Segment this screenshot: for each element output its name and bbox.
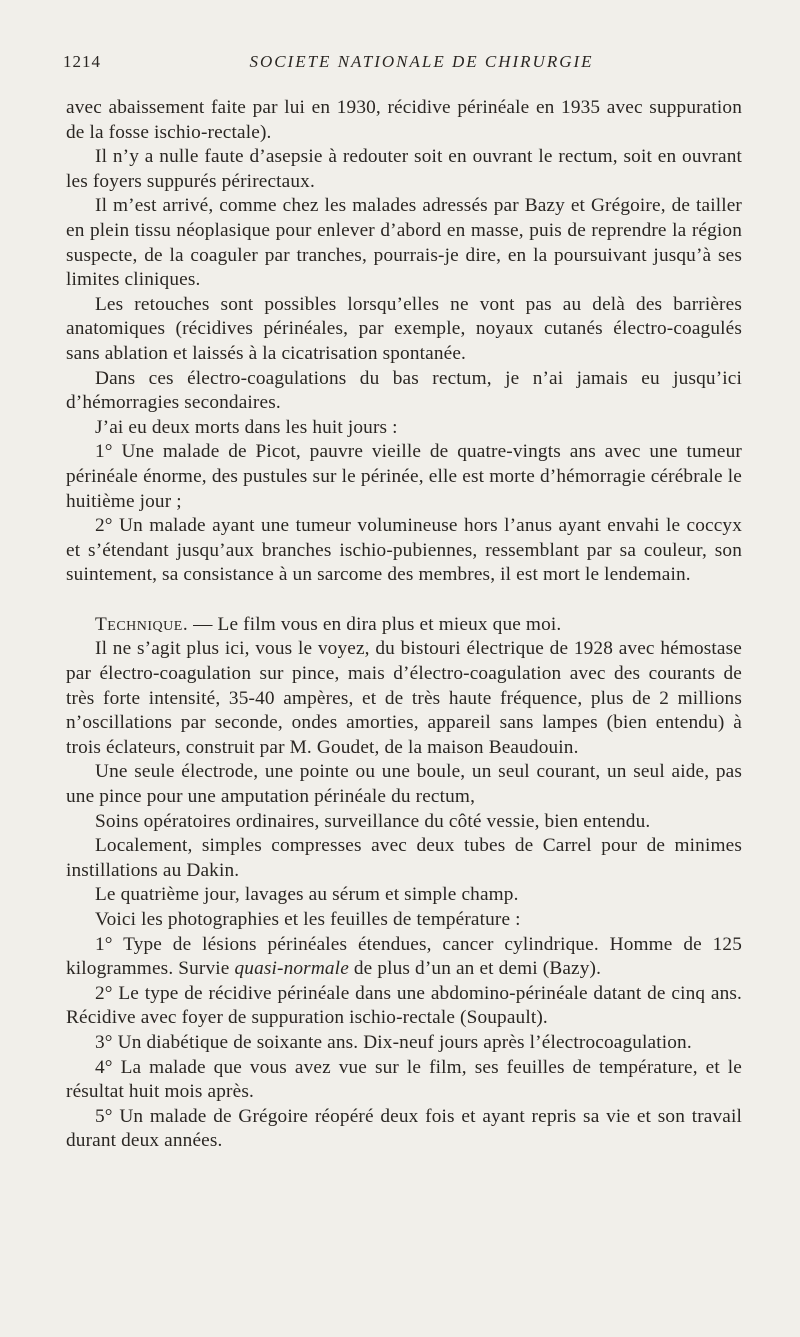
paragraph: Il ne s’agit plus ici, vous le voyez, du bistouri électrique de 1928 avec hémostase par électro-coagulation sur pince, mais d’électro-coagulation avec des courants de très forte intensité, 35-40 ampères, et de très haute fréquence, plus de 2 millions n’oscillations par seconde, ondes amorties, appareil sans lampes (bien entendu) à trois éclateurs, construit par M. Goudet, de la maison Beaudouin. — [66, 638, 742, 758]
paragraph: J’ai eu deux morts dans les huit jours : — [95, 416, 398, 438]
section-gap — [66, 588, 742, 613]
body-text — [66, 96, 742, 1154]
paragraph: Les retouches sont possibles lorsqu’elles ne vont pas au delà des barrières anatomiques (récidives périnéales, par exemple, noyaux cutanés électro-coagulés sans ablation et laissés à la cicatrisation spontanée. — [66, 293, 742, 364]
italic-emphasis: quasi-normale — [234, 958, 349, 980]
running-title: SOCIETE NATIONALE DE CHIRURGIE — [249, 52, 594, 71]
page-header — [63, 52, 740, 78]
list-item: 3° Un diabétique de soixante ans. Dix-neuf jours après l’électrocoagulation. — [95, 1031, 692, 1053]
page-number: 1214 — [63, 52, 101, 71]
list-item-text: 1° Type de lésions périnéales étendues, cancer cylindrique. Homme de 125 kilogrammes. Survie — [66, 933, 742, 980]
paragraph: Une seule électrode, une pointe ou une boule, un seul courant, un seul aide, pas une pince pour une amputation périnéale du rectum, — [66, 761, 742, 808]
list-item-text: de plus d’un an et demi (Bazy). — [348, 958, 602, 980]
list-item: 2° Le type de récidive périnéale dans une abdomino-périnéale datant de cinq ans. Récidive avec foyer de suppuration ischio-rectale (Soupault). — [66, 982, 742, 1029]
paragraph: Le quatrième jour, lavages au sérum et simple champ. — [95, 884, 519, 906]
paragraph: Dans ces électro-coagulations du bas rectum, je n’ai jamais eu jusqu’ici d’hémorragies secondaires. — [66, 367, 742, 414]
paragraph: Il m’est arrivé, comme chez les malades adressés par Bazy et Grégoire, de tailler en plein tissu néoplasique pour enlever d’abord en masse, puis de reprendre la région suspecte, de la coaguler par tranches, pourrais-je dire, en la poursuivant jusqu’à ses limites cliniques. — [66, 195, 742, 291]
technique-text: — Le film vous en dira plus et mieux que moi. — [188, 613, 562, 635]
paragraph: Voici les photographies et les feuilles de température : — [95, 909, 521, 930]
technique-paragraph — [66, 613, 742, 638]
paragraph: Soins opératoires ordinaires, surveillance du côté vessie, bien entendu. — [95, 810, 651, 832]
paragraph: avec abaissement faite par lui en 1930, récidive périnéale en 1935 avec suppuration de la fosse ischio-rectale). — [66, 97, 742, 143]
paragraph: Localement, simples compresses avec deux tubes de Carrel pour de minimes instillations au Dakin. — [66, 835, 742, 881]
list-item: 1° Une malade de Picot, pauvre vieille de quatre-vingts ans avec une tumeur périnéale énorme, des pustules sur le périnée, elle est morte d’hémorragie cérébrale le huitième jour ; — [66, 441, 742, 512]
list-item: 4° La malade que vous avez vue sur le film, ses feuilles de température, et le résultat huit mois après. — [66, 1056, 742, 1103]
paragraph: Il n’y a nulle faute d’asepsie à redouter soit en ouvrant le rectum, soit en ouvrant les foyers suppurés périrectaux. — [66, 146, 742, 192]
list-item: 2° Un malade ayant une tumeur volumineuse hors l’anus ayant envahi le coccyx et s’étendant jusqu’aux branches ischio-pubiennes, ressemblant par sa couleur, son suintement, sa consistance à un sarcome des membres, il est mort le lendemain. — [66, 515, 742, 586]
list-item — [66, 933, 742, 982]
list-item: 5° Un malade de Grégoire réopéré deux fois et ayant repris sa vie et son travail durant deux années. — [66, 1105, 742, 1152]
section-heading: Technique. — [95, 613, 189, 635]
